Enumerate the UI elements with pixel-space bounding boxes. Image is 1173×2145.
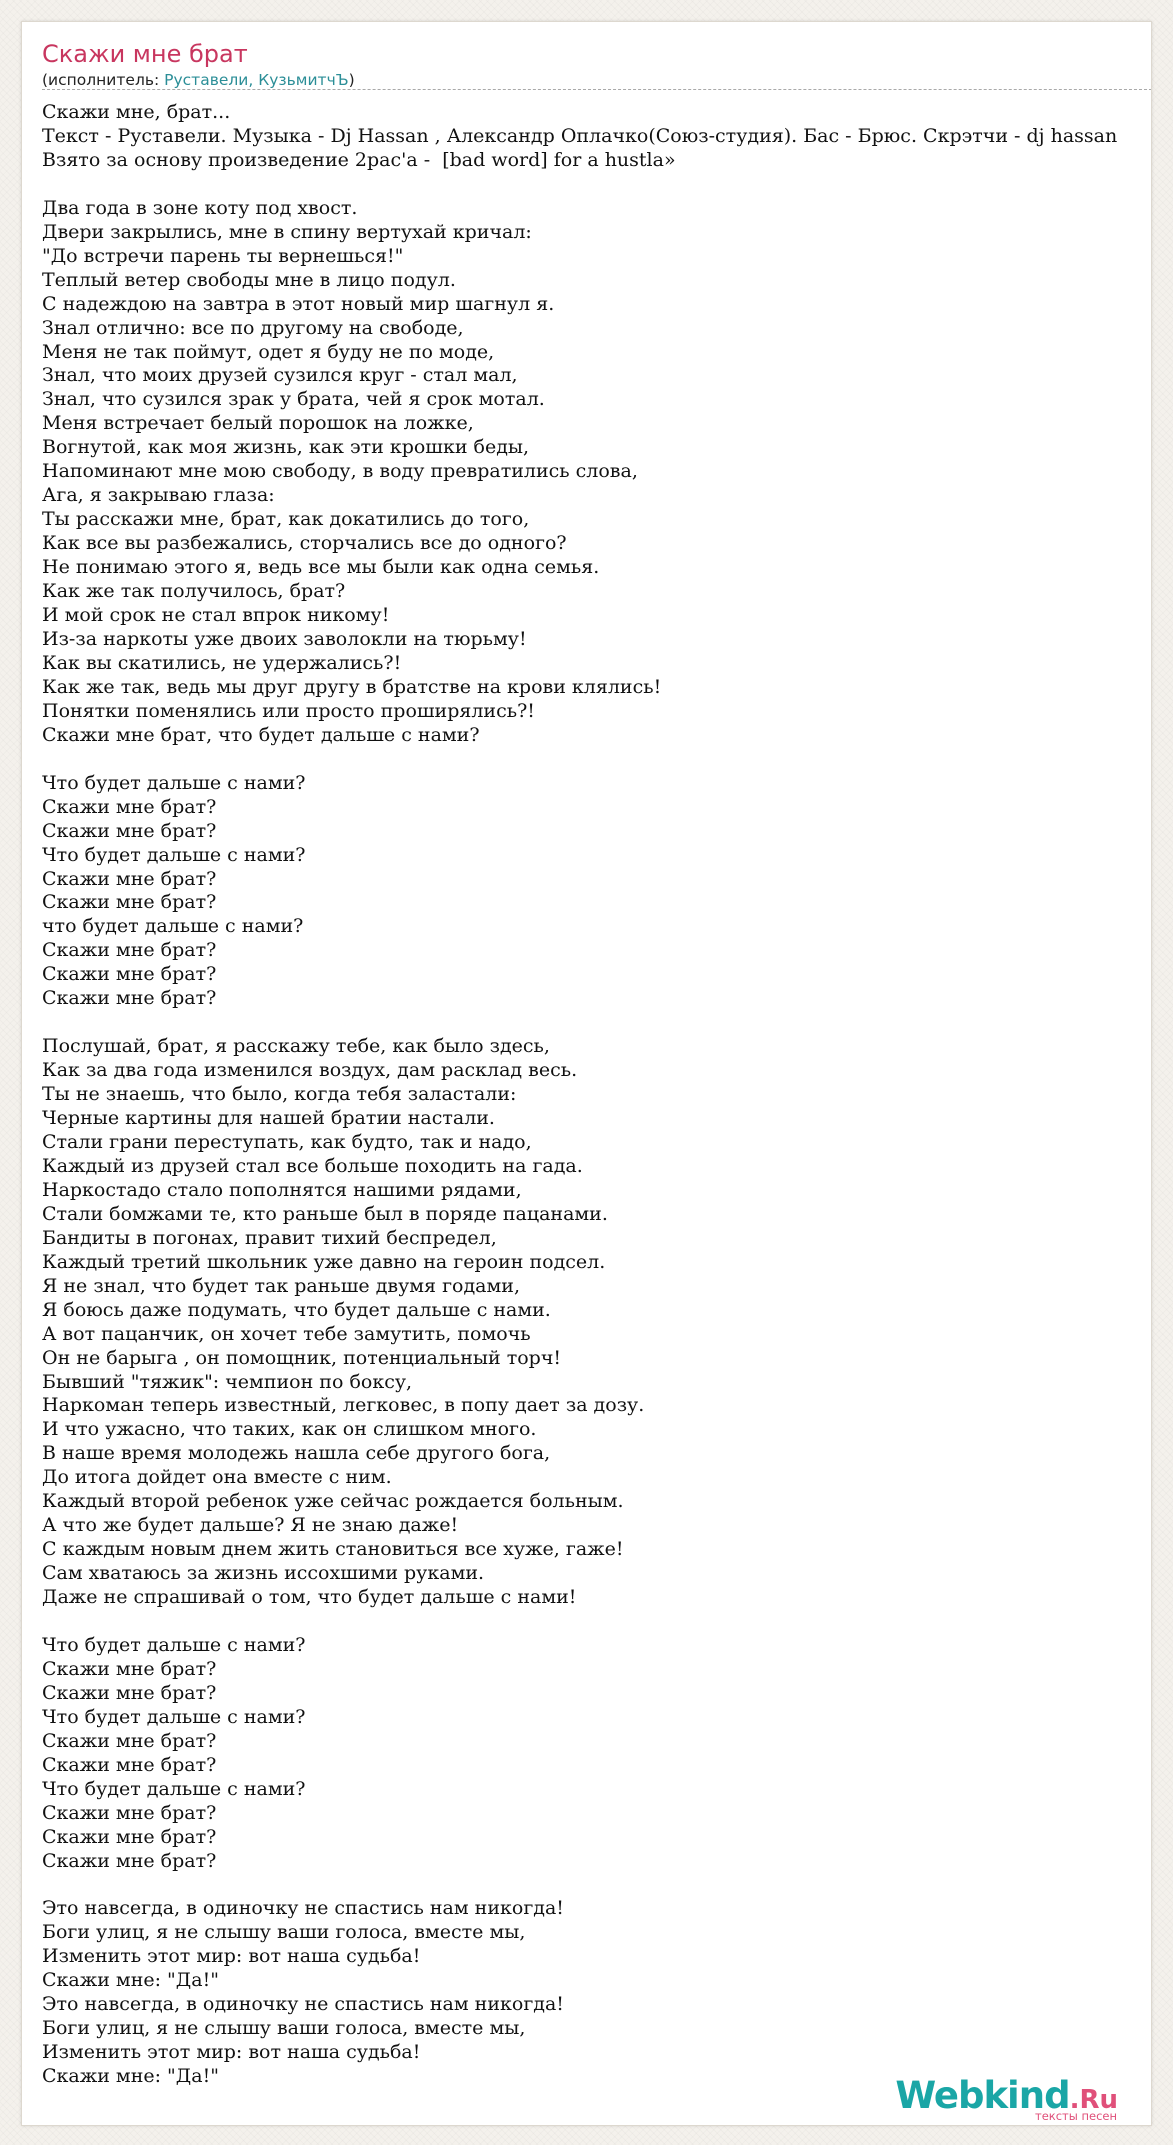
site-logo-name: Webkind xyxy=(895,2074,1070,2117)
artist-suffix: ) xyxy=(348,71,355,89)
site-logo-tld: .Ru xyxy=(1069,2085,1118,2115)
site-logo-tagline: тексты песен xyxy=(1035,2109,1117,2123)
title-divider xyxy=(42,89,1152,90)
artist-line xyxy=(42,71,355,89)
lyrics-card xyxy=(21,21,1152,2126)
artist-link[interactable]: Руставели, КузьмитчЪ xyxy=(164,71,349,89)
song-title: Скажи мне брат xyxy=(42,40,248,68)
site-logo[interactable] xyxy=(895,2074,1146,2123)
artist-prefix: (исполнитель: xyxy=(42,71,165,89)
lyrics-text: Скажи мне, брат... Текст - Руставели. Музыка - Dj Hassan , Александр Оплачко(Союз-студия). Бас - Брюс. Скрэтчи - dj hassan Взято за основу произведение 2рас'а - [bad word] for a hustla» Два года в зоне коту под хвост. Двери закрылись, мне в спину вертухай кричал: "До встречи парень ты вернешься!" Теплый ветер свободы мне в лицо подул. С надеждою на завтра в этот новый мир шагнул я. Знал отлично: все по другому на свободе, Меня не так поймут, одет я буду не по моде, Знал, что моих друзей сузился круг - стал мал, Знал, что сузился зрак у брата, чей я срок мотал. Меня встречает белый порошок на ложке, Вогнутой, как моя жизнь, как эти крошки беды, Напоминают мне мою свободу, в воду превратились слова, Ага, я закрываю глаза: Ты расскажи мне, брат, как докатились до того, Как все вы разбежались, сторчались все до одного? Не понимаю этого я, ведь все мы были как одна семья. Как же так получилось, брат? И мой срок не стал впрок никому! Из-за наркоты уже двоих заволокли на тюрьму! Как вы скатились, не удержались?! Как же так, ведь мы друг другу в братстве на крови клялись! Понятки поменялись или просто проширялись?! Скажи мне брат, что будет дальше с нами? Что будет дальше с нами? Скажи мне брат? Скажи мне брат? Что будет дальше с нами? Скажи мне брат? Скажи мне брат? что будет дальше с нами? Скажи мне брат? Скажи мне брат? Скажи мне брат? Послушай, брат, я расскажу тебе, как было здесь, Как за два года изменился воздух, дам расклад весь. Ты не знаешь, что было, когда тебя заластали: Черные картины для нашей братии настали. Стали грани переступать, как будто, так и надо, Каждый из друзей стал все больше походить на гада. Наркостадо стало пополнятся нашими рядами, Стали бомжами те, кто раньше был в поряде пацанами. Бандиты в погонах, правит тихий беспредел, Каждый третий школьник уже давно на героин подсел. Я не знал, что будет так раньше двумя годами, Я боюсь даже подумать, что будет дальше с нами. А вот пацанчик, он хочет тебе замутить, помочь Он не барыга , он помощник, потенциальный торч! Бывший "тяжик": чемпион по боксу, Наркоман теперь известный, легковес, в попу дает за дозу. И что ужасно, что таких, как он слишком много. В наше время молодежь нашла себе другого бога, До итога дойдет она вместе с ним. Каждый второй ребенок уже сейчас рождается больным. А что же будет дальше? Я не знаю даже! С каждым новым днем жить становиться все хуже, гаже! Сам хватаюсь за жизнь иссохшими руками. Даже не спрашивай о том, что будет дальше с нами! Что будет дальше с нами? Скажи мне брат? Скажи мне брат? Что будет дальше с нами? Скажи мне брат? Скажи мне брат? Что будет дальше с нами? Скажи мне брат? Скажи мне брат? Скажи мне брат? Это навсегда, в одиночку не спастись нам никогда! Боги улиц, я не слышу ваши голоса, вместе мы, Изменить этот мир: вот наша судьба! Скажи мне: "Да!" Это навсегда, в одиночку не спастись нам никогда! Боги улиц, я не слышу ваши голоса, вместе мы, Изменить этот мир: вот наша судьба! Скажи мне: "Да!" xyxy=(42,101,1118,2088)
